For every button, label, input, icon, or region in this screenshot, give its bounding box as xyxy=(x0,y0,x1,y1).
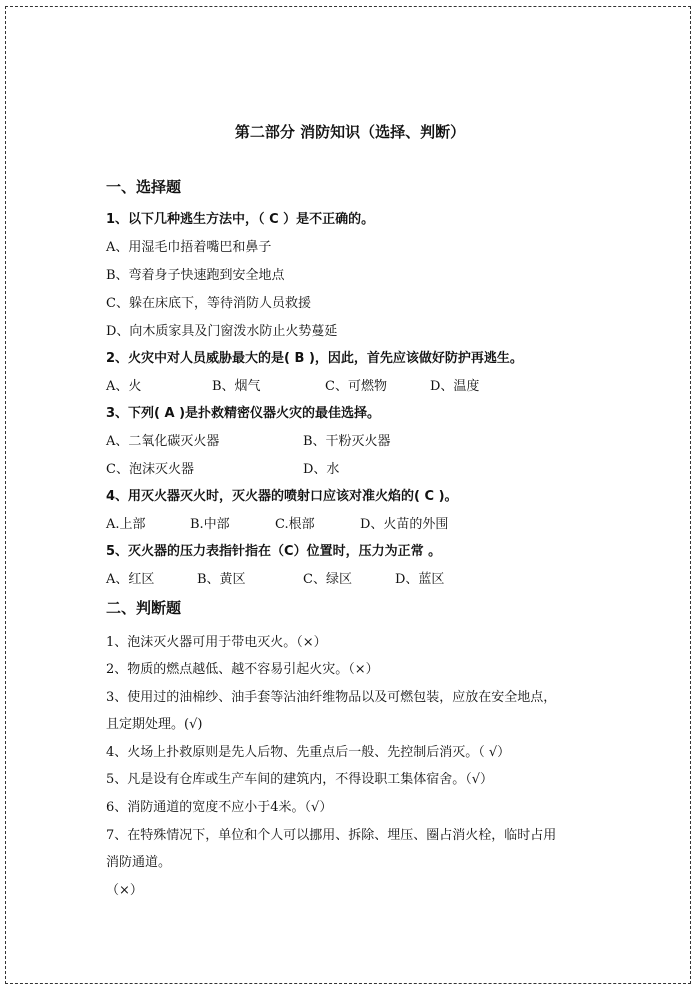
judgement-item: 2、物质的燃点越低、越不容易引起火灾。（×） xyxy=(106,662,379,677)
q3-option-c: C、泡沫灭火器 xyxy=(106,462,194,477)
q1-option-c: C、躲在床底下，等待消防人员救援 xyxy=(106,296,311,311)
section-heading-judgement: 二、判断题 xyxy=(106,599,182,617)
q4-option-c: C.根部 xyxy=(275,517,315,532)
judgement-item-answer: （×） xyxy=(106,883,143,898)
q4-option-b: B.中部 xyxy=(190,517,230,532)
question-1: 1、以下几种逃生方法中，（ C ）是不正确的。 xyxy=(106,212,375,227)
q5-option-a: A、红区 xyxy=(106,572,155,587)
question-2: 2、火灾中对人员威胁最大的是( B )，因此，首先应该做好防护再逃生。 xyxy=(106,351,523,366)
q5-option-b: B、黄区 xyxy=(197,572,246,587)
judgement-item: 5、凡是设有仓库或生产车间的建筑内，不得设职工集体宿舍。（√） xyxy=(106,772,494,787)
q3-option-b: B、干粉灭火器 xyxy=(303,434,391,449)
judgement-item: 3、使用过的油棉纱、油手套等沾油纤维物品以及可燃包装，应放在安全地点， xyxy=(106,690,557,705)
judgement-item-continuation: 且定期处理。(√) xyxy=(106,717,203,732)
q3-option-d: D、水 xyxy=(303,462,340,477)
page-title: 第二部分 消防知识（选择、判断） xyxy=(234,123,466,141)
judgement-item: 1、泡沫灭火器可用于带电灭火。（×） xyxy=(106,635,327,650)
q4-option-d: D、火苗的外围 xyxy=(360,517,449,532)
question-4: 4、用灭火器灭火时，灭火器的喷射口应该对准火焰的( C )。 xyxy=(106,489,458,504)
q1-option-d: D、向木质家具及门窗泼水防止火势蔓延 xyxy=(106,324,338,339)
q3-option-a: A、二氧化碳灭火器 xyxy=(106,434,220,449)
q2-option-d: D、温度 xyxy=(430,379,480,394)
q2-option-c: C、可燃物 xyxy=(325,379,387,394)
judgement-item: 7、在特殊情况下，单位和个人可以挪用、拆除、埋压、圈占消火栓，临时占用 xyxy=(106,828,557,843)
q1-option-a: A、用湿毛巾捂着嘴巴和鼻子 xyxy=(106,240,272,255)
q2-option-a: A、火 xyxy=(106,379,142,394)
section-heading-choice: 一、选择题 xyxy=(106,178,182,196)
judgement-item: 4、火场上扑救原则是先人后物、先重点后一般、先控制后消灭。（ √） xyxy=(106,745,511,760)
judgement-item: 6、消防通道的宽度不应小于4米。（√） xyxy=(106,800,333,815)
q5-option-c: C、绿区 xyxy=(303,572,352,587)
q4-option-a: A.上部 xyxy=(106,517,146,532)
question-3: 3、下列( A )是扑救精密仪器火灾的最佳选择。 xyxy=(106,406,381,421)
question-5: 5、灭火器的压力表指针指在（C）位置时，压力为正常 。 xyxy=(106,544,442,559)
judgement-item-continuation: 消防通道。 xyxy=(106,855,172,870)
q1-option-b: B、弯着身子快速跑到安全地点 xyxy=(106,268,285,283)
q5-option-d: D、蓝区 xyxy=(395,572,445,587)
q2-option-b: B、烟气 xyxy=(212,379,261,394)
